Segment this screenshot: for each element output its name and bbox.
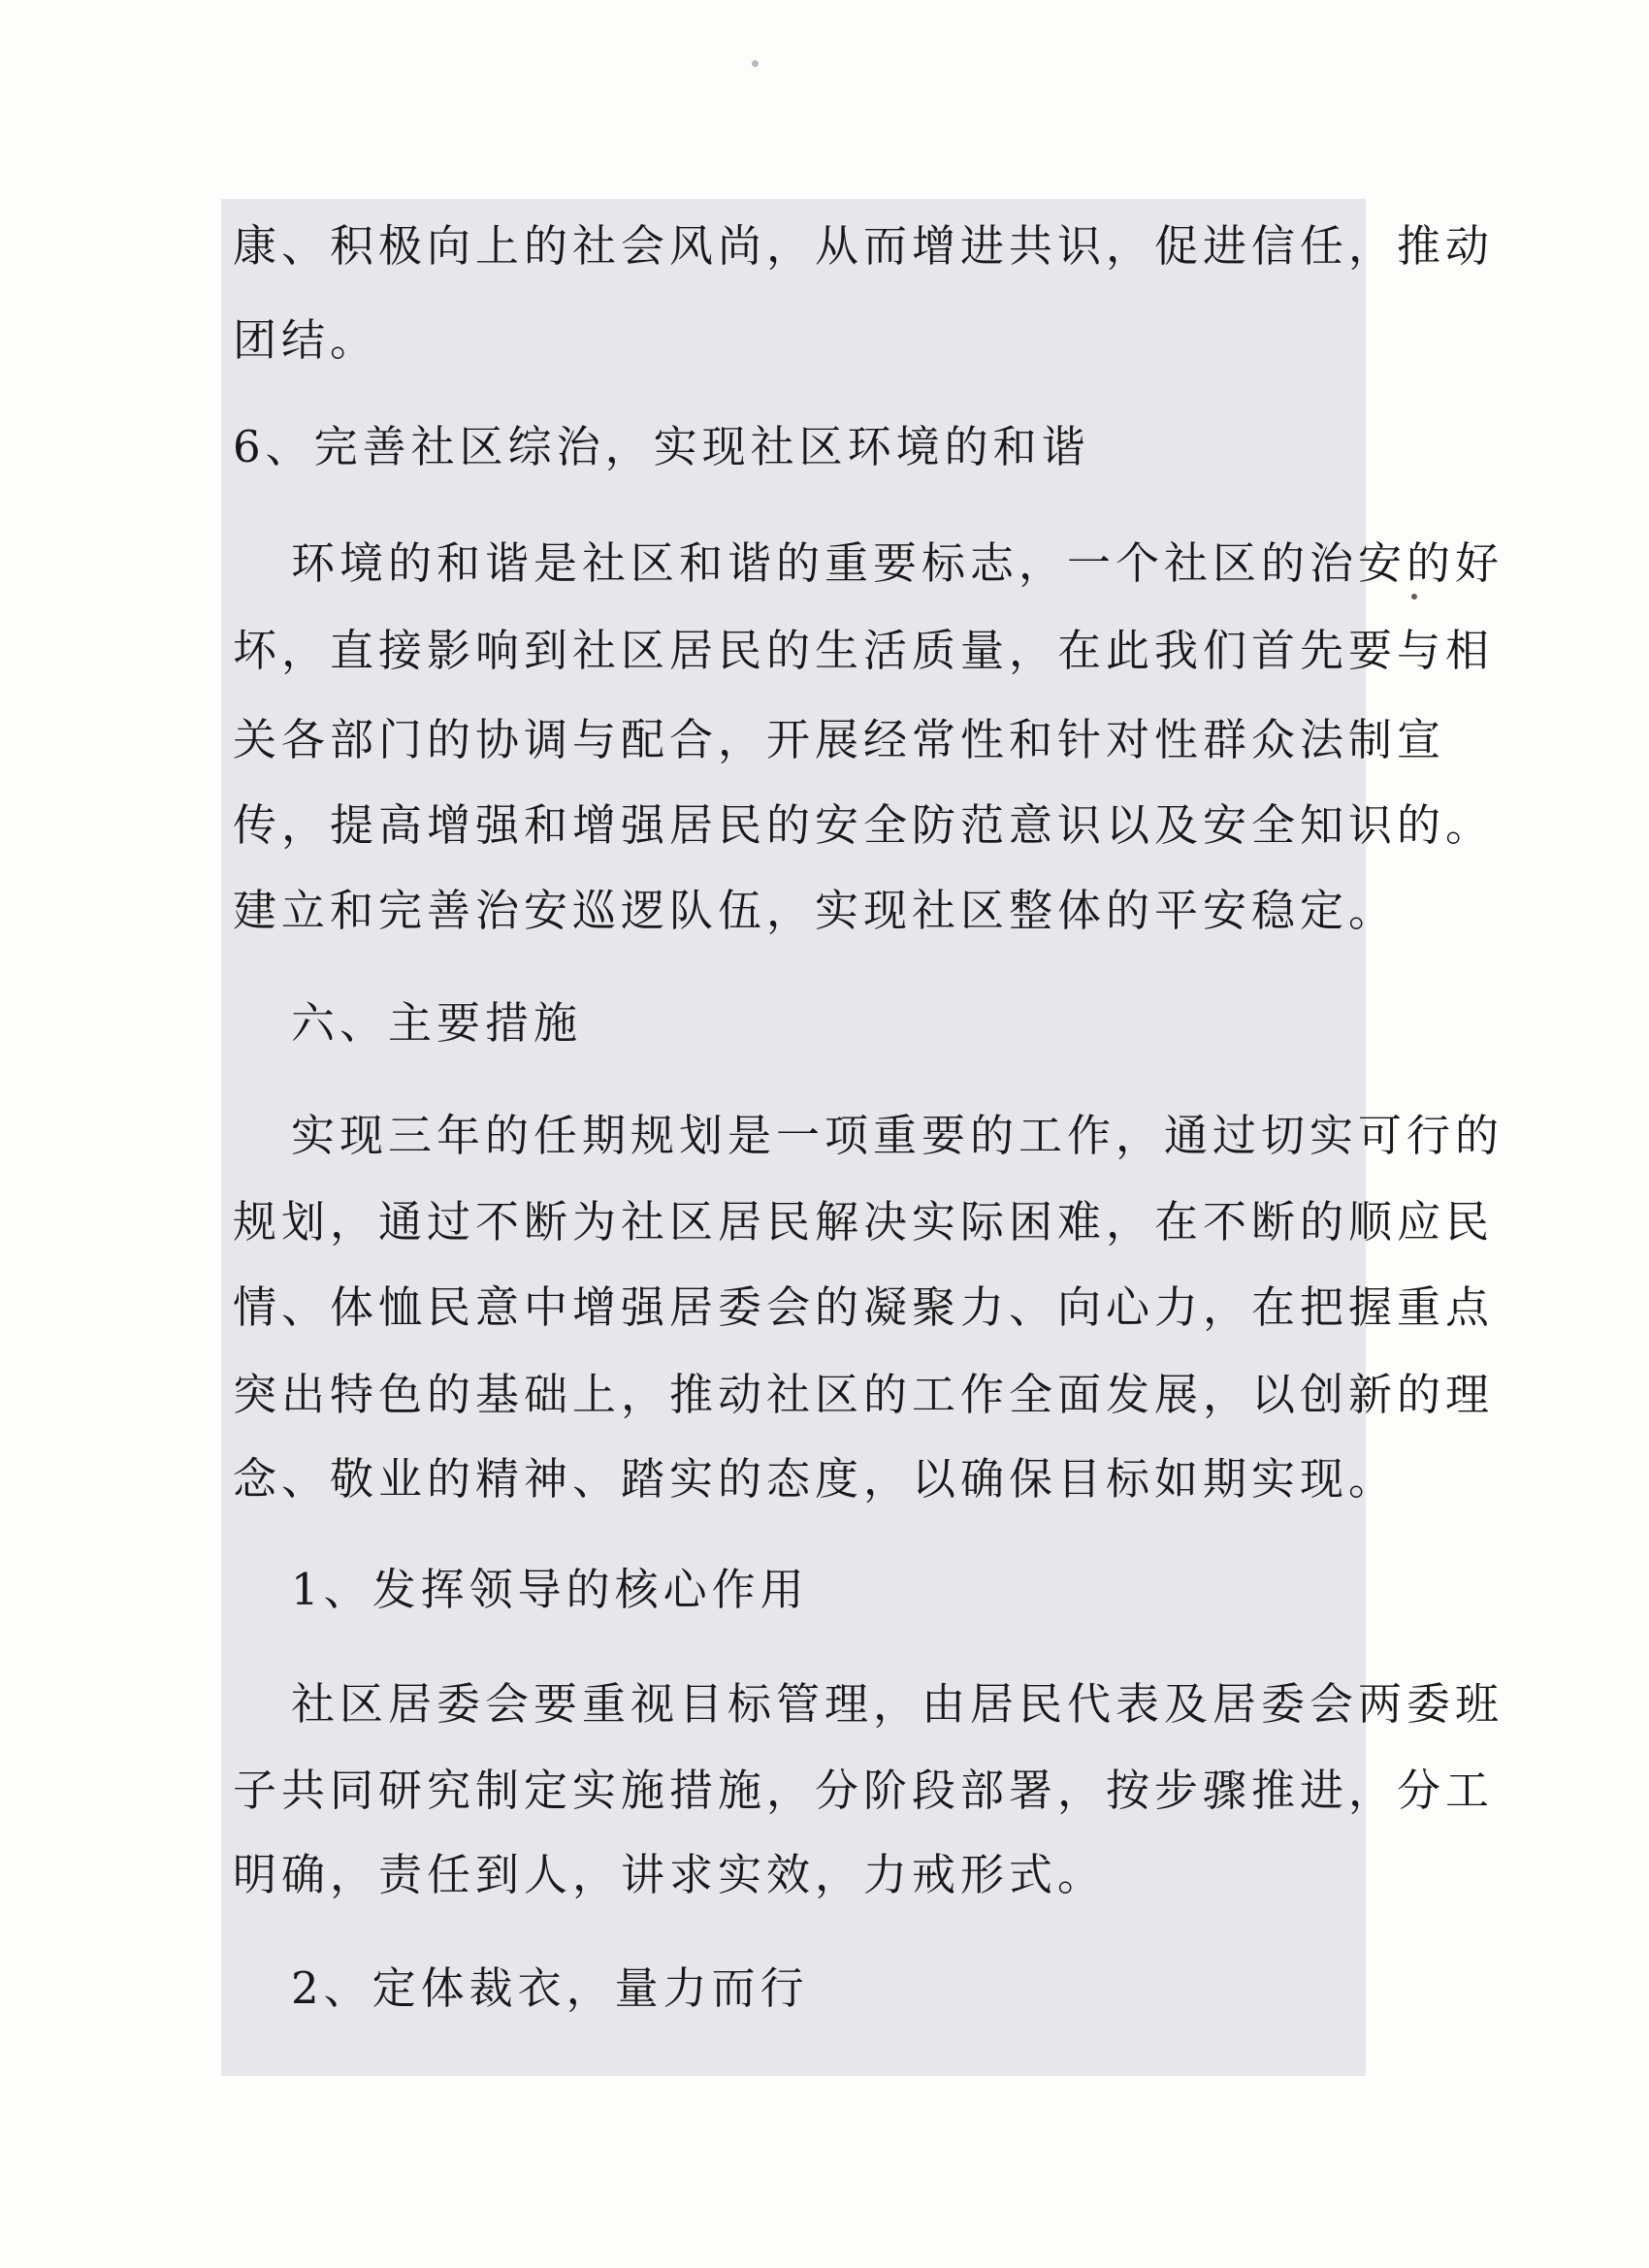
- text-line: 社区居委会要重视目标管理，由居民代表及居委会两委班: [291, 1678, 1504, 1730]
- text-line: 坏，直接影响到社区居民的生活质量，在此我们首先要与相: [233, 625, 1495, 676]
- text-line: 明确，责任到人，讲求实效，力戒形式。: [233, 1849, 1107, 1900]
- text-line: 念、敬业的精神、踏实的态度，以确保目标如期实现。: [233, 1453, 1398, 1505]
- text-line: 突出特色的基础上，推动社区的工作全面发展，以创新的理: [233, 1369, 1495, 1420]
- text-line: 传，提高增强和增强居民的安全防范意识以及安全知识的。: [233, 799, 1495, 851]
- text-line: 团结。: [233, 314, 379, 366]
- text-line: 规划，通过不断为社区居民解决实际困难，在不断的顺应民: [233, 1196, 1495, 1247]
- text-line: 情、体恤民意中增强居委会的凝聚力、向心力，在把握重点: [233, 1281, 1495, 1333]
- text-line: 康、积极向上的社会风尚，从而增进共识，促进信任，推动: [233, 220, 1495, 272]
- section-heading: 1、发挥领导的核心作用: [291, 1564, 809, 1615]
- section-heading: 2、定体裁衣，量力而行: [291, 1962, 809, 2014]
- section-heading: 6、完善社区综治，实现社区环境的和谐: [233, 421, 1090, 472]
- scan-speck: [752, 60, 759, 67]
- ink-dot: [1411, 594, 1417, 599]
- text-line: 环境的和谐是社区和谐的重要标志，一个社区的治安的好: [291, 537, 1504, 589]
- text-line: 建立和完善治安巡逻队伍，实现社区整体的平安稳定。: [233, 885, 1398, 936]
- text-line: 实现三年的任期规划是一项重要的工作，通过切实可行的: [291, 1110, 1504, 1161]
- text-line: 子共同研究制定实施措施，分阶段部署，按步骤推进，分工: [233, 1765, 1495, 1816]
- section-heading: 六、主要措施: [291, 997, 583, 1049]
- text-line: 关各部门的协调与配合，开展经常性和针对性群众法制宣: [233, 714, 1446, 765]
